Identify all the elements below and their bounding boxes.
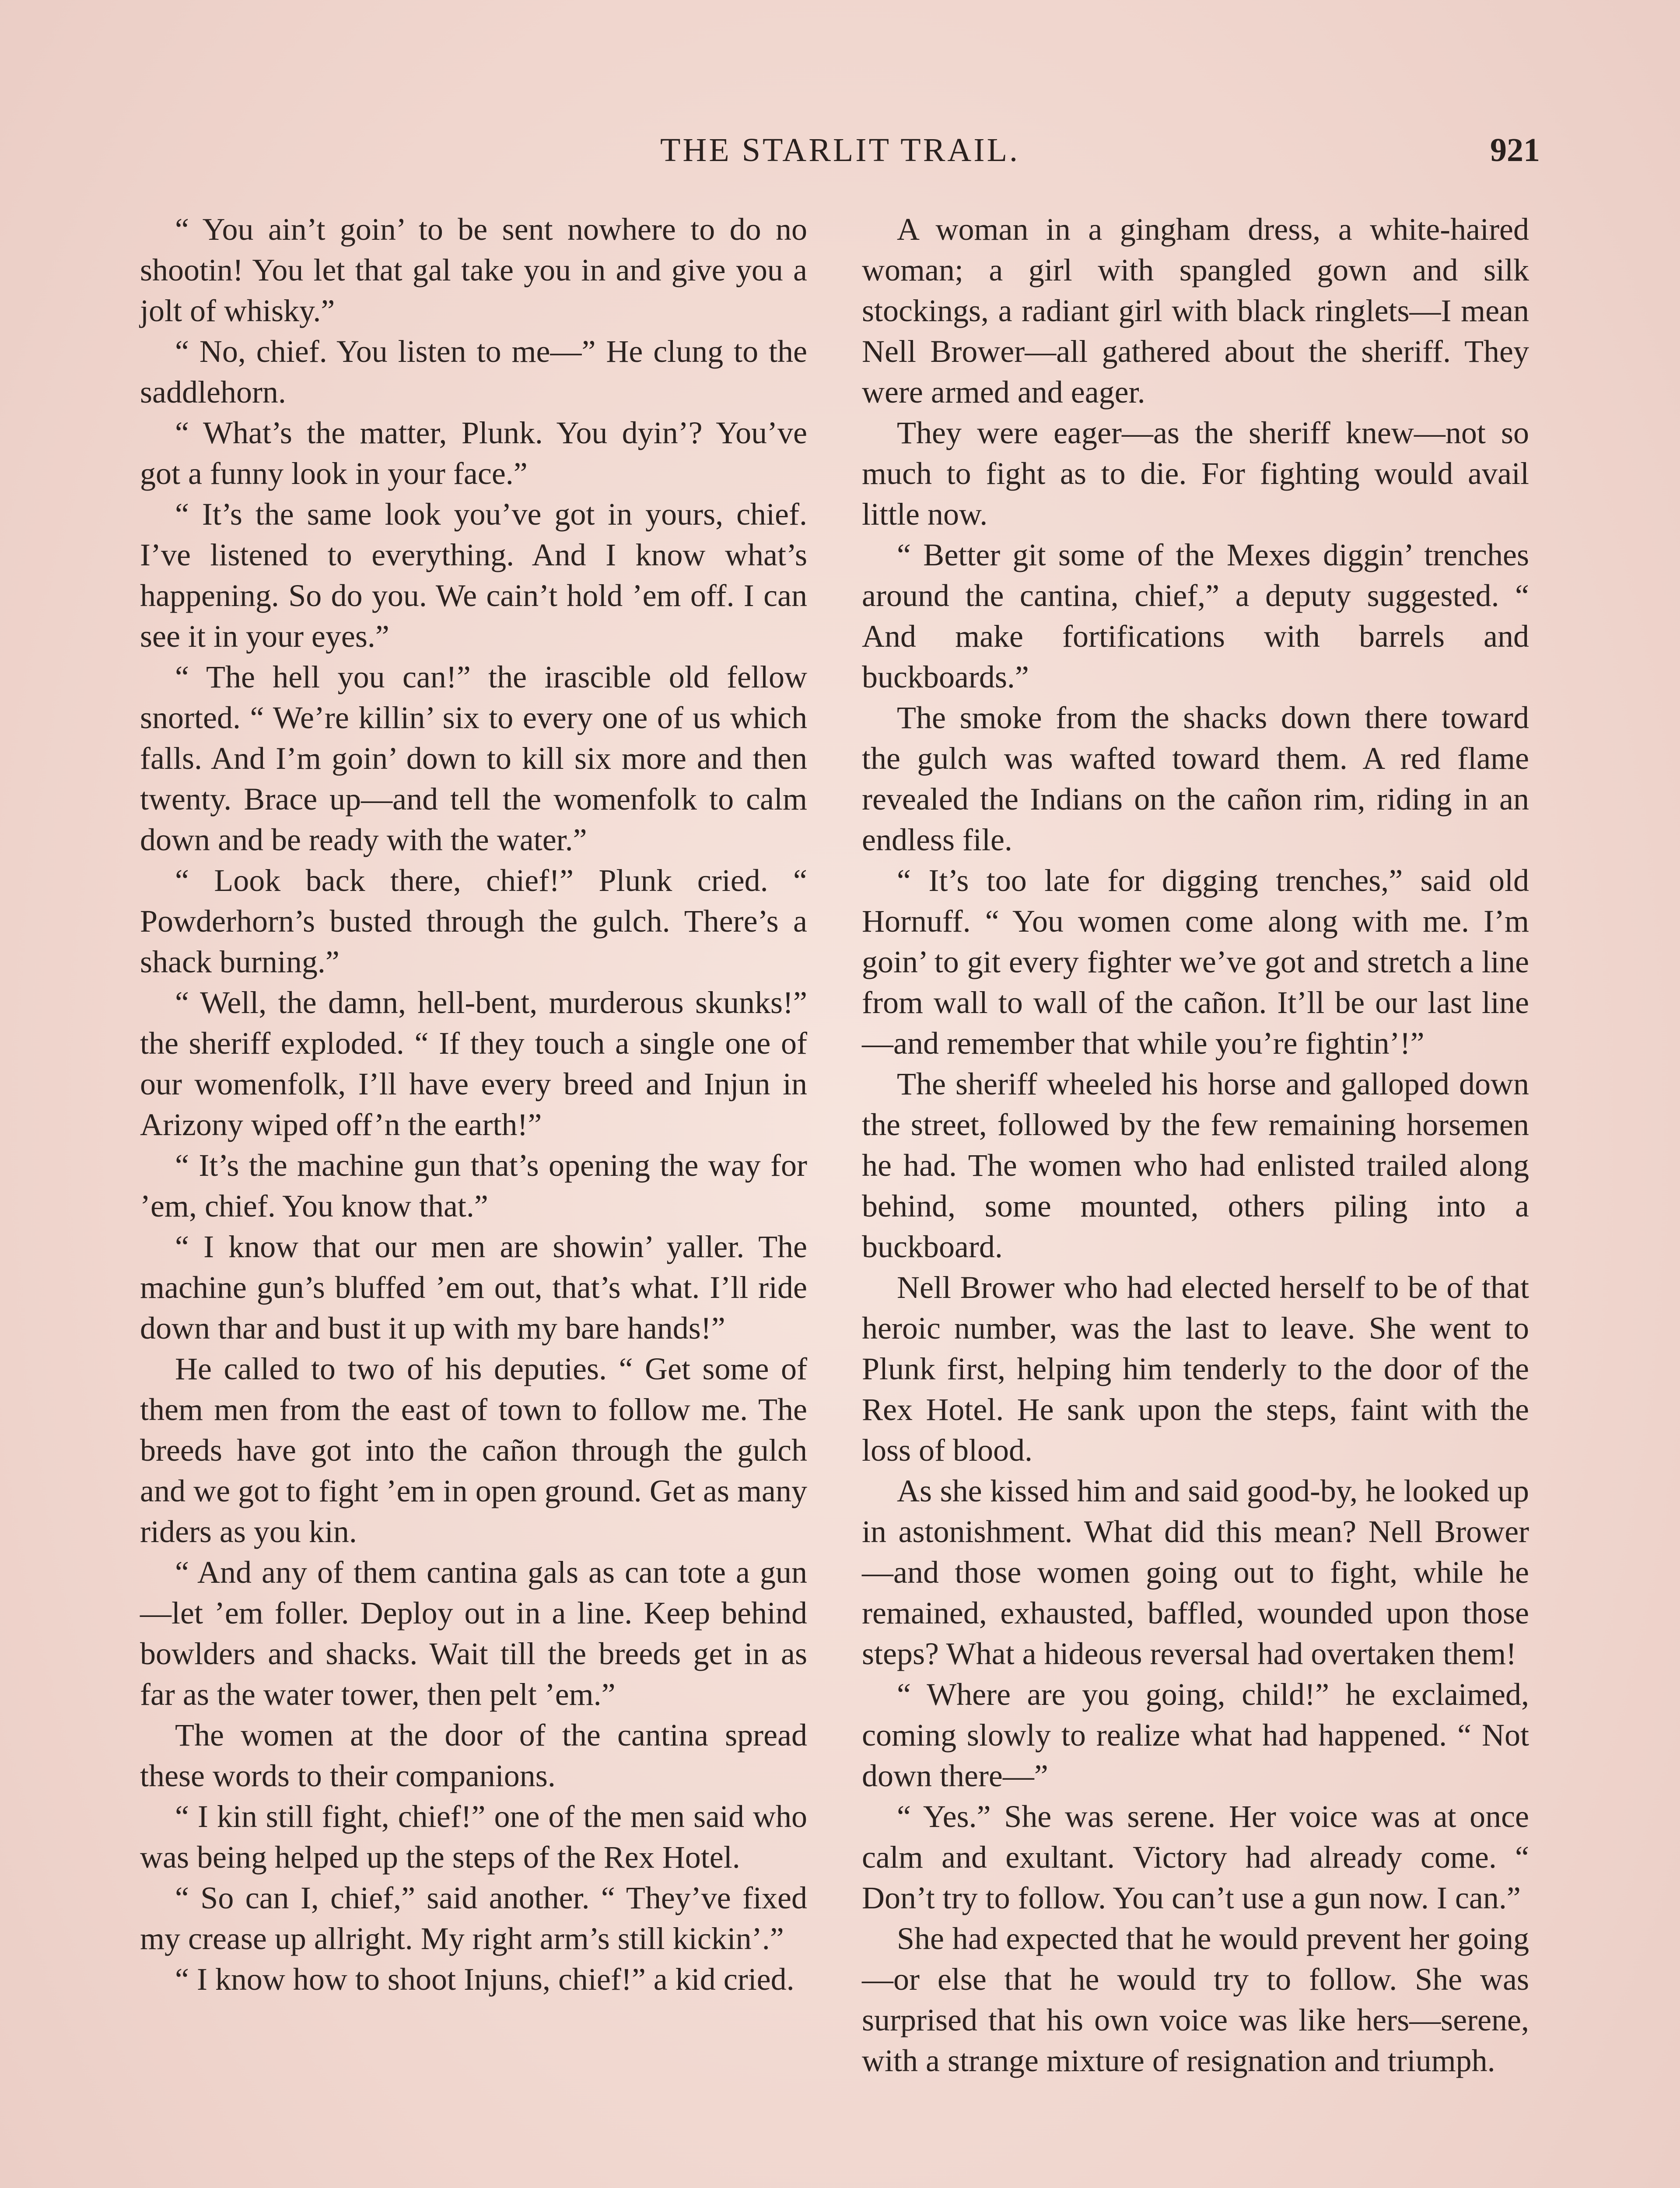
paragraph: As she kissed him and said good-by, he looked up in astonishment. What did this mean? Nell Brower—and those women going out to fight, while he remained, exhausted, baffled, wounded upon those steps? What a hideous reversal had overtaken them! <box>862 1473 1529 1671</box>
paragraph: “ Look back there, chief!” Plunk cried. “ Powderhorn’s busted through the gulch. There’s a shack burning.” <box>140 863 807 979</box>
paragraph: “ You ain’t goin’ to be sent nowhere to do no shootin! You let that gal take you in and give you a jolt of whisky.” <box>140 212 807 328</box>
paragraph: “ I know how to shoot Injuns, chief!” a kid cried. <box>175 1962 794 1997</box>
paragraph: “ It’s the machine gun that’s opening the way for ’em, chief. You know that.” <box>140 1148 807 1224</box>
right-column <box>862 209 1529 2081</box>
paragraph: The women at the door of the cantina spread these words to their companions. <box>140 1718 807 1793</box>
paragraph: “ Where are you going, child!” he exclaimed, coming slowly to realize what had happened. “ Not down there—” <box>862 1677 1529 1793</box>
paragraph: “ Better git some of the Mexes diggin’ trenches around the cantina, chief,” a deputy suggested. “ And make fortifications with barrels and buckboards.” <box>862 537 1529 694</box>
paragraph: “ Well, the damn, hell-bent, murderous skunks!” the sheriff exploded. “ If they touch a single one of our womenfolk, I’ll have every breed and Injun in Arizony wiped off’n the earth!” <box>140 985 807 1142</box>
paragraph: “ So can I, chief,” said another. “ They’ve fixed my crease up allright. My right arm’s still kickin’.” <box>140 1880 807 1956</box>
page-header <box>140 131 1540 179</box>
paragraph: “ I know that our men are showin’ yaller. The machine gun’s bluffed ’em out, that’s what. I’ll ride down thar and bust it up with my bare hands!” <box>140 1229 807 1346</box>
paragraph: “ Yes.” She was serene. Her voice was at once calm and exultant. Victory had already come. “ Don’t try to follow. You can’t use a gun now. I can.” <box>862 1799 1529 1915</box>
left-column <box>140 209 807 2000</box>
paragraph: “ And any of them cantina gals as can tote a gun—let ’em foller. Deploy out in a line. Keep behind bowlders and shacks. Wait till the breeds get in as far as the water tower, then pelt ’em.” <box>140 1555 807 1712</box>
paragraph: She had expected that he would prevent her going—or else that he would try to follow. She was surprised that his own voice was like hers—serene, with a strange mixture of resignation and triumph. <box>862 1921 1529 2078</box>
paragraph: The smoke from the shacks down there toward the gulch was wafted toward them. A red flame revealed the Indians on the cañon rim, riding in an endless file. <box>862 700 1529 857</box>
paragraph: “ The hell you can!” the irascible old fellow snorted. “ We’re killin’ six to every one of us which falls. And I’m goin’ down to kill six more and then twenty. Brace up—and tell the womenfolk to calm down and be ready with the water.” <box>140 659 807 857</box>
paragraph: “ It’s too late for digging trenches,” said old Hornuff. “ You women come along with me. I’m goin’ to git every fighter we’ve got and stretch a line from wall to wall of the cañon. It’ll be our last line—and remember that while you’re fightin’!” <box>862 863 1529 1061</box>
paragraph: A woman in a gingham dress, a white-haired woman; a girl with spangled gown and silk stockings, a radiant girl with black ringlets—I mean Nell Brower—all gathered about the sheriff. They were armed and eager. <box>862 212 1529 410</box>
paragraph: The sheriff wheeled his horse and galloped down the street, followed by the few remaining horsemen he had. The women who had enlisted trailed along behind, some mounted, others piling into a buckboard. <box>862 1066 1529 1264</box>
page-number: 921 <box>1490 132 1540 168</box>
paragraph: “ What’s the matter, Plunk. You dyin’? You’ve got a funny look in your face.” <box>140 415 807 491</box>
paragraph: Nell Brower who had elected herself to be of that heroic number, was the last to leave. She went to Plunk first, helping him tenderly to the door of the Rex Hotel. He sank upon the steps, faint with the loss of blood. <box>862 1270 1529 1468</box>
paragraph: They were eager—as the sheriff knew—not so much to fight as to die. For fighting would avail little now. <box>862 415 1529 532</box>
paragraph: “ I kin still fight, chief!” one of the men said who was being helped up the steps of the Rex Hotel. <box>140 1799 807 1875</box>
paragraph: “ It’s the same look you’ve got in yours, chief. I’ve listened to everything. And I know what’s happening. So do you. We cain’t hold ’em off. I can see it in your eyes.” <box>140 497 807 654</box>
paragraph: “ No, chief. You listen to me—” He clung to the saddlehorn. <box>140 334 807 410</box>
running-title: THE STARLIT TRAIL. <box>660 132 1020 168</box>
paragraph: He called to two of his deputies. “ Get some of them men from the east of town to follow me. The breeds have got into the cañon through the gulch and we got to fight ’em in open ground. Get as many riders as you kin. <box>140 1351 807 1549</box>
